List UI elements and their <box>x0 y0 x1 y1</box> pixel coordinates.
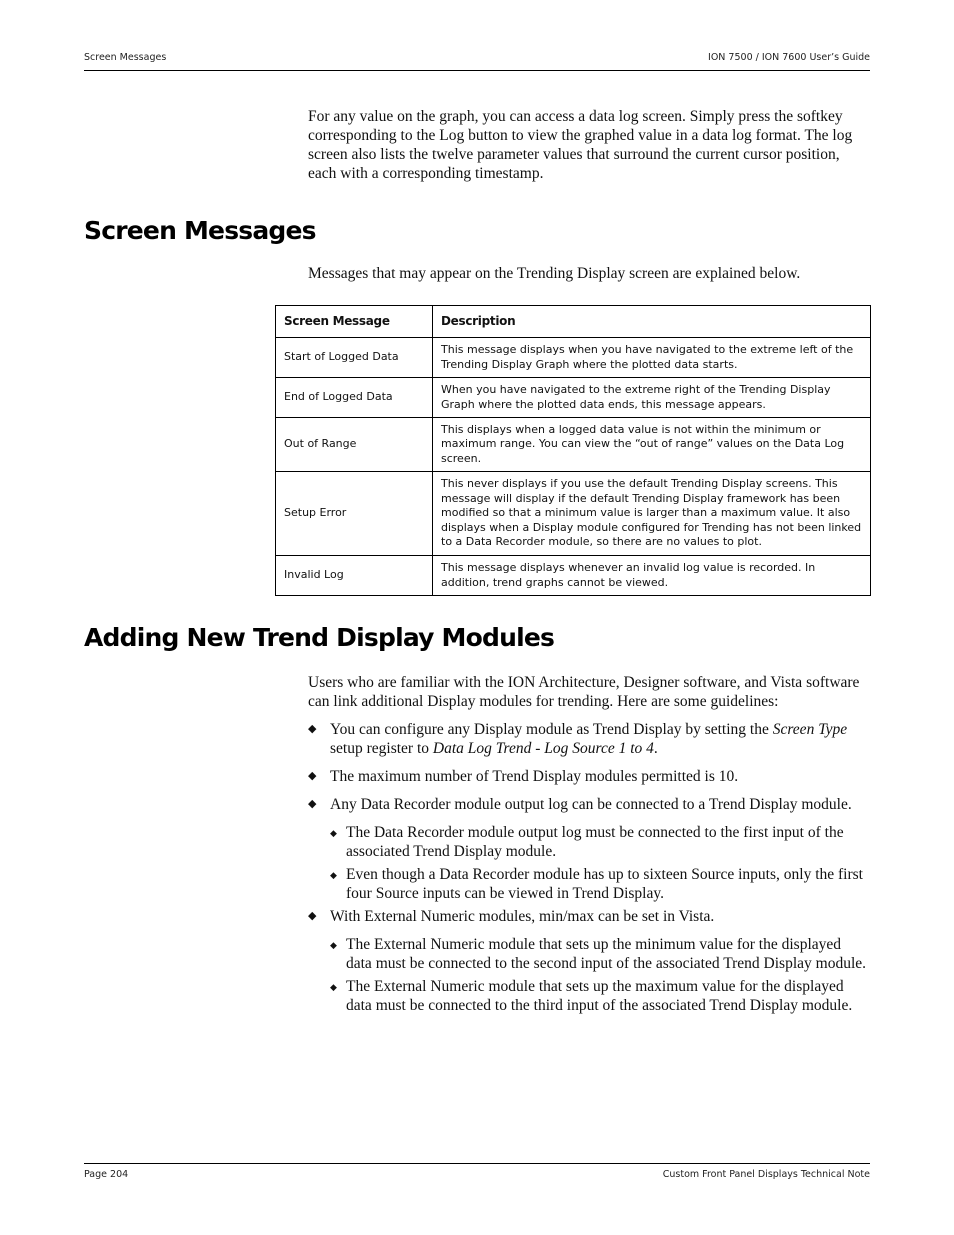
diamond-bullet-icon: ◆ <box>330 940 337 950</box>
bullet-text: Any Data Recorder module output log can be connected to a Trend Display module. <box>330 796 852 813</box>
section-title-screen-messages: Screen Messages <box>84 216 316 245</box>
table-header-cell: Screen Message <box>276 306 433 338</box>
section-title-adding-trend-modules: Adding New Trend Display Modules <box>84 623 555 652</box>
table-cell-description: This message displays when you have navigated to the extreme left of the Trending Display Graph where the plotted data starts. <box>433 338 871 378</box>
sub-bullet-text: The Data Recorder module output log must be connected to the first input of the associated Trend Display module. <box>346 824 844 860</box>
bullet-text: The maximum number of Trend Display modules permitted is 10. <box>330 768 739 785</box>
diamond-bullet-icon: ◆ <box>308 770 317 782</box>
screen-messages-table <box>275 305 871 596</box>
sub-list-item <box>308 977 870 1015</box>
header-section-title: Screen Messages <box>84 52 167 63</box>
section-body-adding-trend-modules <box>308 673 870 1015</box>
bullet-text: You can configure any Display module as Trend Display by setting the <box>330 721 773 738</box>
sub-bullet-text: Even though a Data Recorder module has up to sixteen Source inputs, only the first four Source inputs can be viewed in Trend Display. <box>346 866 863 902</box>
page-footer <box>84 1163 870 1180</box>
diamond-bullet-icon: ◆ <box>330 828 337 838</box>
table-header-row <box>276 306 871 338</box>
table-cell-description: This displays when a logged data value is not within the minimum or maximum range. You can view the “out of range” values on the Data Log screen. <box>433 418 871 472</box>
sub-list-item <box>308 823 870 861</box>
table-row <box>276 418 871 472</box>
table-row <box>276 378 871 418</box>
table-cell-description: This never displays if you use the default Trending Display screens. This message will display if the default Trending Display framework has been modified so that a minimum value is larger than a maximum value. It also displays when a Display module configured for Trending has not been linked to a Data Recorder module, so there are no values to plot. <box>433 472 871 556</box>
diamond-bullet-icon: ◆ <box>308 723 317 735</box>
table-cell-message: Setup Error <box>276 472 433 556</box>
sub-list <box>308 935 870 1015</box>
table-header-cell: Description <box>433 306 871 338</box>
sub-list <box>308 823 870 903</box>
table-cell-message: Out of Range <box>276 418 433 472</box>
sub-bullet-text: The External Numeric module that sets up the maximum value for the displayed data must be connected to the third input of the associated Trend Display module. <box>346 978 853 1014</box>
table-cell-message: End of Logged Data <box>276 378 433 418</box>
diamond-bullet-icon: ◆ <box>330 982 337 992</box>
table-cell-description: When you have navigated to the extreme right of the Trending Display Graph where the plotted data ends, this message appears. <box>433 378 871 418</box>
section-intro-screen-messages: Messages that may appear on the Trending Display screen are explained below. <box>308 265 801 282</box>
page-number: Page 204 <box>84 1169 129 1180</box>
sub-list-item <box>308 865 870 903</box>
list-item <box>308 907 870 926</box>
table-cell-message: Invalid Log <box>276 556 433 596</box>
log-source-term: Data Log Trend - Log Source 1 to 4 <box>432 740 654 757</box>
table-row <box>276 556 871 596</box>
list-item <box>308 795 870 814</box>
bullet-text: With External Numeric modules, min/max can be set in Vista. <box>330 908 715 925</box>
footer-doc-title: Custom Front Panel Displays Technical Note <box>662 1169 870 1180</box>
list-item <box>308 720 870 758</box>
bullet-text: . <box>653 740 658 757</box>
guidelines-list <box>308 907 870 926</box>
diamond-bullet-icon: ◆ <box>330 870 337 880</box>
page-header <box>84 52 870 71</box>
table-cell-message: Start of Logged Data <box>276 338 433 378</box>
screen-type-term: Screen Type <box>772 721 848 738</box>
section-intro-adding-trend-modules: Users who are familiar with the ION Architecture, Designer software, and Vista software can link additional Display modules for trending. Here are some guidelines: <box>308 674 860 710</box>
diamond-bullet-icon: ◆ <box>308 910 317 922</box>
diamond-bullet-icon: ◆ <box>308 798 317 810</box>
header-doc-title: ION 7500 / ION 7600 User’s Guide <box>708 52 870 63</box>
table-cell-description: This message displays whenever an invalid log value is recorded. In addition, trend graphs cannot be viewed. <box>433 556 871 596</box>
intro-paragraph: For any value on the graph, you can access a data log screen. Simply press the softkey corresponding to the Log button to view the graphed value in a data log format. The log screen also lists the twelve parameter values that surround the current cursor position, each with a corresponding timestamp. <box>308 108 853 182</box>
sub-list-item <box>308 935 870 973</box>
table-row <box>276 338 871 378</box>
sub-bullet-text: The External Numeric module that sets up the minimum value for the displayed data must be connected to the second input of the associated Trend Display module. <box>346 936 866 972</box>
table-row <box>276 472 871 556</box>
guidelines-list <box>308 720 870 814</box>
bullet-text: setup register to <box>330 740 433 757</box>
list-item <box>308 767 870 786</box>
